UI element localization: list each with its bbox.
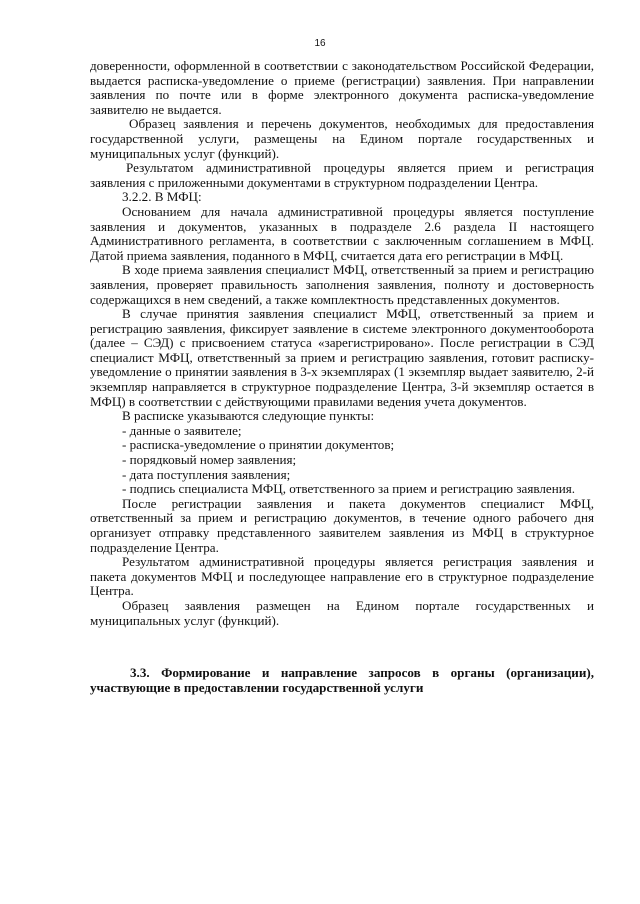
- subsection-title-mfc: 3.2.2. В МФЦ:: [122, 189, 202, 205]
- paragraph-reception: В ходе приема заявления специалист МФЦ, ответственный за прием и регистрацию заявления, проверяет правильность заполнения заявления, полноту и достоверность содержащихся в нем сведений, а также комплектность представленных документов.: [90, 262, 594, 307]
- list-item: - данные о заявителе;: [122, 422, 242, 438]
- paragraph-sample-portal: Образец заявления размещен на Едином портале государственных и муниципальных услуг (функций).: [90, 597, 594, 628]
- paragraph-application-sample: Образец заявления и перечень документов, необходимых для предоставления государственной услуги, размещены на Едином портале государственных и муниципальных услуг (функций).: [90, 116, 594, 161]
- paragraph-registration: В случае принятия заявления специалист МФЦ, ответственный за прием и регистрацию заявления, фиксирует заявление в системе электронного документооборота (далее – СЭД) с присвоением статуса «зарегистрировано». После регистрации в СЭД специалист МФЦ, ответственный за прием и регистрацию заявления, готовит расписку-уведомление о принятии заявления в 3-х экземплярах (1 экземпляр выдает заявителю, 2-й экземпляр направляется в структурное подразделение Центра, 3-й экземпляр остается в МФЦ) в соответствии с действующими правилами ведения учета документов.: [90, 306, 594, 409]
- paragraph-basis: Основанием для начала административной процедуры является поступление заявления и документов, указанных в подразделе 2.6 раздела II настоящего Административного регламента, в соответствии с заключенным соглашением в МФЦ. Датой приема заявления, поданного в МФЦ, считается дата его регистрации в МФЦ.: [90, 203, 594, 263]
- list-item: - дата поступления заявления;: [122, 466, 291, 482]
- page-number: 16: [314, 38, 326, 49]
- list-item: - подпись специалиста МФЦ, ответственного за прием и регистрацию заявления.: [122, 481, 576, 497]
- paragraph-continuation: доверенности, оформленной в соответствии с законодательством Российской Федерации, выдается расписка-уведомление о приеме (регистрации) заявления. При направлении заявления по почте или в форме электронного документа расписка-уведомление заявителю не выдается.: [90, 58, 594, 117]
- section-heading: 3.3. Формирование и направление запросов в органы (организации), участвующие в предоставлении государственной услуги: [90, 665, 594, 696]
- paragraph-receipt-items: В расписке указываются следующие пункты:: [122, 408, 375, 424]
- paragraph-result-center: Результатом административной процедуры является прием и регистрация заявления с приложенными документами в структурном подразделении Центра.: [90, 160, 594, 190]
- paragraph-dispatch: После регистрации заявления и пакета документов специалист МФЦ, ответственный за прием и регистрацию документов, в течение одного рабочего дня организует отправку представленного заявителем заявления из МФЦ в структурное подразделение Центра.: [90, 495, 594, 555]
- list-item: - расписка-уведомление о принятии документов;: [122, 437, 395, 453]
- list-item: - порядковый номер заявления;: [122, 452, 297, 468]
- document-body: [90, 59, 594, 695]
- paragraph-result-mfc: Результатом административной процедуры является регистрация заявления и пакета документов МФЦ и последующее направление его в структурное подразделение Центра.: [90, 554, 594, 599]
- receipt-items-list: [90, 424, 594, 497]
